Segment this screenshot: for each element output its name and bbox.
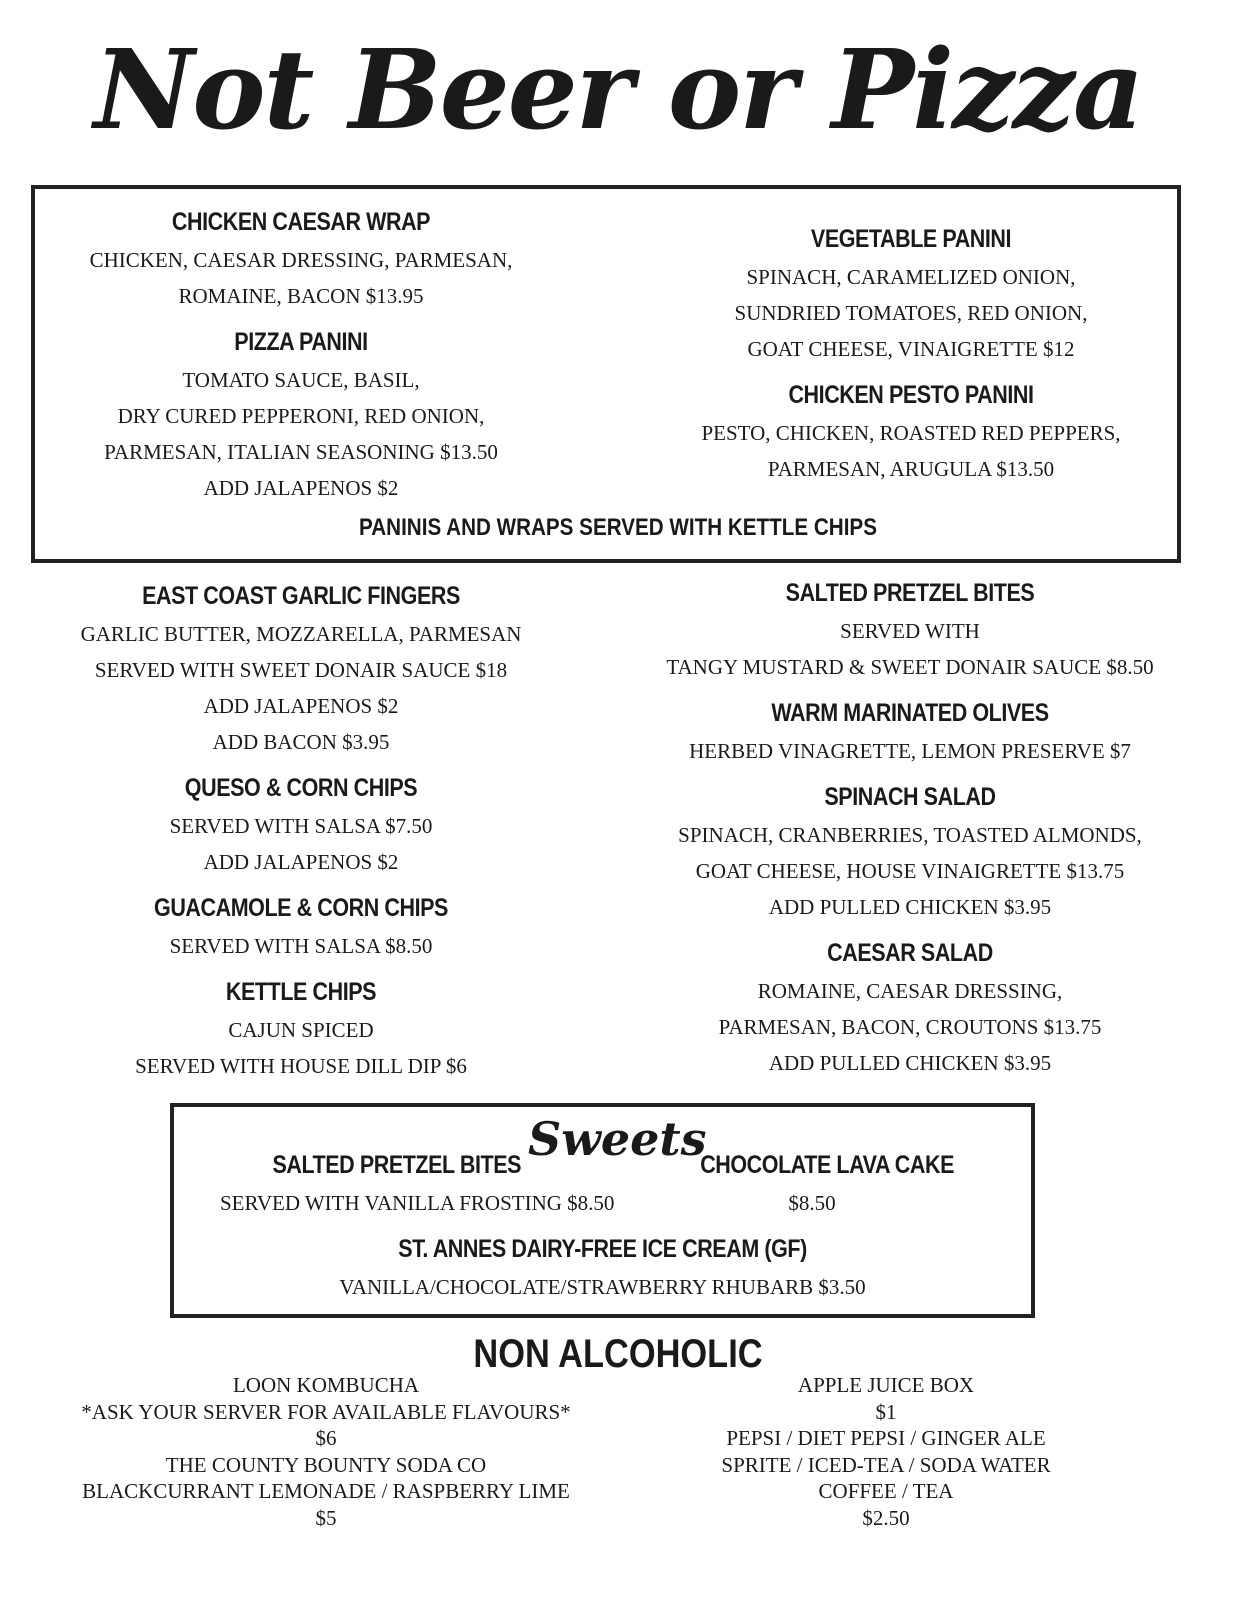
sweets-bottom-item (200, 1229, 1005, 1305)
drink-line: THE COUNTY BOUNTY SODA CO (165, 1452, 487, 1477)
drink-line: *ASK YOUR SERVER FOR AVAILABLE FLAVOURS* (81, 1399, 571, 1424)
drink-line: APPLE JUICE BOX (797, 1373, 975, 1397)
menu-item (656, 219, 1166, 367)
menu-item-line: ROMAINE, BACON $13.95 (178, 284, 424, 308)
menu-item-line: GARLIC BUTTER, MOZZARELLA, PARMESAN (80, 622, 522, 646)
menu-item-line: GOAT CHEESE, HOUSE VINAIGRETTE $13.75 (695, 859, 1125, 883)
drink-line: $2.50 (862, 1505, 910, 1530)
menu-item-name: WARM MARINATED OLIVES (771, 699, 1049, 727)
menu-item-line: SUNDRIED TOMATOES, RED ONION, (734, 301, 1088, 325)
menu-item-line: ADD PULLED CHICKEN $3.95 (768, 895, 1052, 919)
menu-item (656, 375, 1166, 487)
menu-item-name: KETTLE CHIPS (225, 978, 377, 1006)
drink-line: SPRITE / ICED-TEA / SODA WATER (721, 1452, 1051, 1477)
menu-item-line: VANILLA/CHOCOLATE/STRAWBERRY RHUBARB $3.50 (339, 1275, 866, 1299)
menu-item-line: GOAT CHEESE, VINAIGRETTE $12 (747, 337, 1075, 361)
menu-item-line: PARMESAN, BACON, CROUTONS $13.75 (718, 1015, 1102, 1039)
menu-item-line: ADD JALAPENOS $2 (203, 694, 399, 718)
menu-item (46, 768, 556, 880)
menu-item (46, 972, 556, 1084)
menu-item-name: CHICKEN PESTO PANINI (788, 381, 1034, 409)
menu-item-line: $8.50 (788, 1191, 836, 1215)
menu-item-line: TANGY MUSTARD & SWEET DONAIR SAUCE $8.50 (666, 655, 1154, 679)
menu-item-line: ADD BACON $3.95 (212, 730, 390, 754)
snacks-right-column (650, 573, 1170, 1089)
panini-left-column (46, 202, 556, 514)
sweets-right-item (682, 1145, 955, 1221)
menu-item-line: SPINACH, CRANBERRIES, TOASTED ALMONDS, (678, 823, 1142, 847)
menu-item-line: SERVED WITH HOUSE DILL DIP $6 (135, 1054, 467, 1078)
page-title: Not Beer or Pizza (93, 25, 1143, 154)
menu-item-name: SPINACH SALAD (824, 783, 996, 811)
menu-item-line: ADD JALAPENOS $2 (203, 850, 399, 874)
menu-item-name: VEGETABLE PANINI (810, 225, 1012, 253)
menu-item-line: SERVED WITH VANILLA FROSTING $8.50 (220, 1191, 615, 1215)
drink-line: $6 (315, 1426, 337, 1450)
menu-item-line: PESTO, CHICKEN, ROASTED RED PEPPERS, (701, 421, 1121, 445)
panini-right-column (656, 219, 1166, 495)
menu-item-line: TOMATO SAUCE, BASIL, (182, 368, 420, 392)
menu-item-name: QUESO & CORN CHIPS (184, 774, 418, 802)
menu-item-line: PARMESAN, ITALIAN SEASONING $13.50 (104, 440, 498, 464)
menu-item-name: ST. ANNES DAIRY-FREE ICE CREAM (GF) (398, 1235, 807, 1263)
menu-item-line: SERVED WITH SALSA $7.50 (169, 814, 433, 838)
menu-item-line: PARMESAN, ARUGULA $13.50 (767, 457, 1055, 481)
sweets-heading: Sweets (528, 1112, 707, 1166)
drink-line: $5 (315, 1505, 337, 1530)
menu-item (650, 693, 1170, 769)
menu-item-line: CAJUN SPICED (228, 1018, 374, 1042)
menu-item (46, 888, 556, 964)
menu-item-name: PIZZA PANINI (234, 328, 368, 356)
menu-item-name: SALTED PRETZEL BITES (272, 1151, 522, 1179)
drink-line: PEPSI / DIET PEPSI / GINGER ALE (726, 1426, 1046, 1450)
drinks-right-column (656, 1372, 1116, 1531)
menu-item-name: EAST COAST GARLIC FINGERS (142, 582, 460, 610)
menu-item-name: CAESAR SALAD (827, 939, 993, 967)
menu-item-name: CHICKEN CAESAR WRAP (171, 208, 431, 236)
drinks-left-column (46, 1372, 606, 1531)
menu-item-name: CHOCOLATE LAVA CAKE (700, 1151, 955, 1179)
menu-item-line: CHICKEN, CAESAR DRESSING, PARMESAN, (89, 248, 513, 272)
panini-footer-note: PANINIS AND WRAPS SERVED WITH KETTLE CHIPS (359, 514, 877, 541)
menu-item-line: ADD JALAPENOS $2 (203, 476, 399, 500)
menu-item-name: SALTED PRETZEL BITES (785, 579, 1035, 607)
menu-item (650, 573, 1170, 685)
menu-item (46, 322, 556, 506)
drink-line: BLACKCURRANT LEMONADE / RASPBERRY LIME (82, 1479, 570, 1503)
non-alcoholic-heading: NON ALCOHOLIC (473, 1332, 763, 1376)
sweets-left-item (180, 1145, 615, 1221)
drink-line: $1 (875, 1399, 897, 1424)
menu-item-line: SERVED WITH (840, 619, 980, 643)
menu-item-name: GUACAMOLE & CORN CHIPS (154, 894, 448, 922)
menu-item-line: HERBED VINAGRETTE, LEMON PRESERVE $7 (689, 739, 1131, 763)
menu-item-line: ADD PULLED CHICKEN $3.95 (768, 1051, 1052, 1075)
menu-item (650, 777, 1170, 925)
snacks-left-column (46, 576, 556, 1092)
menu-item-line: ROMAINE, CAESAR DRESSING, (757, 979, 1063, 1003)
menu-item (46, 576, 556, 760)
menu-item (46, 202, 556, 314)
menu-item-line: SERVED WITH SWEET DONAIR SAUCE $18 (94, 658, 508, 682)
menu-item-line: SPINACH, CARAMELIZED ONION, (746, 265, 1076, 289)
drink-line: LOON KOMBUCHA (232, 1373, 420, 1397)
menu-item-line: DRY CURED PEPPERONI, RED ONION, (117, 404, 485, 428)
menu-item-line: SERVED WITH SALSA $8.50 (169, 934, 433, 958)
menu-item (650, 933, 1170, 1081)
drink-line: COFFEE / TEA (818, 1479, 954, 1503)
